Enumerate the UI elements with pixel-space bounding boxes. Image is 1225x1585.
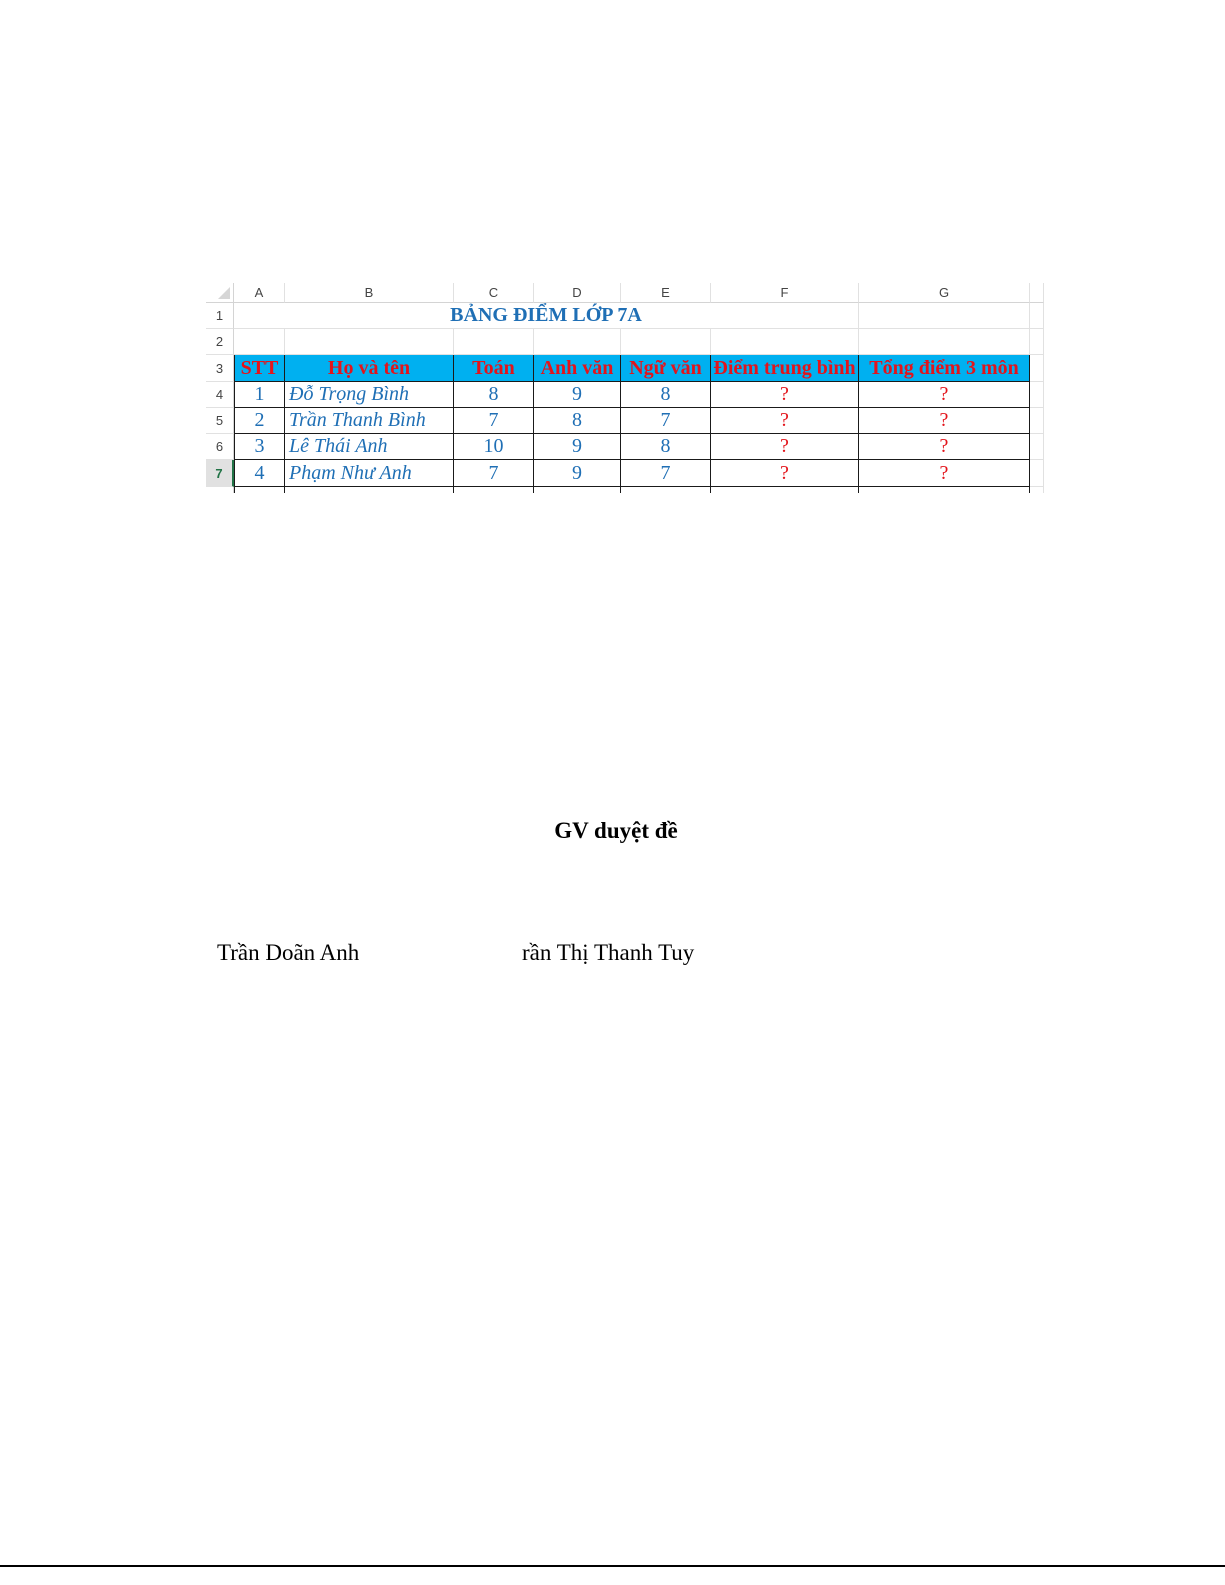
cell-c2[interactable] <box>454 329 534 355</box>
cell-overflow <box>1030 382 1044 408</box>
cell-e2[interactable] <box>621 329 711 355</box>
table-cell-math[interactable]: 7 <box>454 408 534 434</box>
table-cell-english[interactable]: 8 <box>534 408 621 434</box>
approval-heading: GV duyệt đề <box>554 818 678 843</box>
table-header-total[interactable]: Tổng điểm 3 môn <box>859 355 1030 382</box>
row-header-3[interactable]: 3 <box>206 355 234 382</box>
row-header-partial <box>206 487 234 493</box>
select-all-corner[interactable] <box>206 283 234 303</box>
page-bottom-rule <box>0 1565 1225 1567</box>
cell-overflow <box>1030 434 1044 460</box>
select-all-triangle-icon <box>218 287 230 299</box>
cell-d2[interactable] <box>534 329 621 355</box>
table-cell-name[interactable]: Lê Thái Anh <box>285 434 454 460</box>
column-header-overflow <box>1030 283 1044 303</box>
table-cell-name[interactable]: Trần Thanh Bình <box>285 408 454 434</box>
column-header-g[interactable]: G <box>859 283 1030 303</box>
table-cell-math[interactable]: 7 <box>454 460 534 487</box>
table-header-math[interactable]: Toán <box>454 355 534 382</box>
row-header-2[interactable]: 2 <box>206 329 234 355</box>
table-cell-stt[interactable]: 3 <box>234 434 285 460</box>
table-header-literature[interactable]: Ngữ văn <box>621 355 711 382</box>
row-header-5[interactable]: 5 <box>206 408 234 434</box>
cell-overflow <box>1030 329 1044 355</box>
cell-overflow <box>1030 355 1044 382</box>
table-cell-average[interactable]: ? <box>711 408 859 434</box>
table-cell-literature[interactable]: 7 <box>621 408 711 434</box>
table-cell-partial <box>234 487 285 493</box>
table-cell-total[interactable]: ? <box>859 408 1030 434</box>
table-cell-english[interactable]: 9 <box>534 382 621 408</box>
spreadsheet-screenshot <box>206 283 1044 493</box>
table-cell-name[interactable]: Đỗ Trọng Bình <box>285 382 454 408</box>
cell-g1[interactable] <box>859 303 1030 329</box>
column-header-a[interactable]: A <box>234 283 285 303</box>
table-cell-partial <box>285 487 454 493</box>
row-header-4[interactable]: 4 <box>206 382 234 408</box>
table-header-name[interactable]: Họ và tên <box>285 355 454 382</box>
table-cell-total[interactable]: ? <box>859 434 1030 460</box>
column-header-f[interactable]: F <box>711 283 859 303</box>
cell-f2[interactable] <box>711 329 859 355</box>
cell-a2[interactable] <box>234 329 285 355</box>
cell-b2[interactable] <box>285 329 454 355</box>
table-cell-stt[interactable]: 1 <box>234 382 285 408</box>
table-header-average[interactable]: Điểm trung bình <box>711 355 859 382</box>
table-cell-partial <box>621 487 711 493</box>
table-cell-math[interactable]: 10 <box>454 434 534 460</box>
row-header-1[interactable]: 1 <box>206 303 234 329</box>
cell-g2[interactable] <box>859 329 1030 355</box>
table-cell-average[interactable]: ? <box>711 434 859 460</box>
column-header-e[interactable]: E <box>621 283 711 303</box>
table-cell-literature[interactable]: 8 <box>621 434 711 460</box>
row-header-7[interactable]: 7 <box>206 460 234 487</box>
cell-overflow <box>1030 460 1044 487</box>
table-cell-partial <box>534 487 621 493</box>
cell-overflow <box>1030 408 1044 434</box>
spreadsheet-grid <box>206 283 1044 493</box>
cell-overflow <box>1030 303 1044 329</box>
signature-name-right: rần Thị Thanh Tuy <box>522 940 695 965</box>
sheet-title[interactable]: BẢNG ĐIỂM LỚP 7A <box>234 303 859 329</box>
signature-name-left: Trần Doãn Anh <box>217 940 360 965</box>
table-cell-average[interactable]: ? <box>711 460 859 487</box>
table-cell-total[interactable]: ? <box>859 382 1030 408</box>
table-cell-partial <box>859 487 1030 493</box>
table-cell-literature[interactable]: 8 <box>621 382 711 408</box>
table-cell-english[interactable]: 9 <box>534 460 621 487</box>
table-cell-partial <box>711 487 859 493</box>
table-cell-name[interactable]: Phạm Như Anh <box>285 460 454 487</box>
column-header-b[interactable]: B <box>285 283 454 303</box>
row-header-6[interactable]: 6 <box>206 434 234 460</box>
table-cell-average[interactable]: ? <box>711 382 859 408</box>
table-cell-stt[interactable]: 2 <box>234 408 285 434</box>
cell-overflow <box>1030 487 1044 493</box>
column-header-c[interactable]: C <box>454 283 534 303</box>
table-cell-total[interactable]: ? <box>859 460 1030 487</box>
table-cell-english[interactable]: 9 <box>534 434 621 460</box>
table-cell-stt[interactable]: 4 <box>234 460 285 487</box>
table-cell-partial <box>454 487 534 493</box>
table-cell-literature[interactable]: 7 <box>621 460 711 487</box>
table-cell-math[interactable]: 8 <box>454 382 534 408</box>
table-header-stt[interactable]: STT <box>234 355 285 382</box>
table-header-english[interactable]: Anh văn <box>534 355 621 382</box>
column-header-d[interactable]: D <box>534 283 621 303</box>
